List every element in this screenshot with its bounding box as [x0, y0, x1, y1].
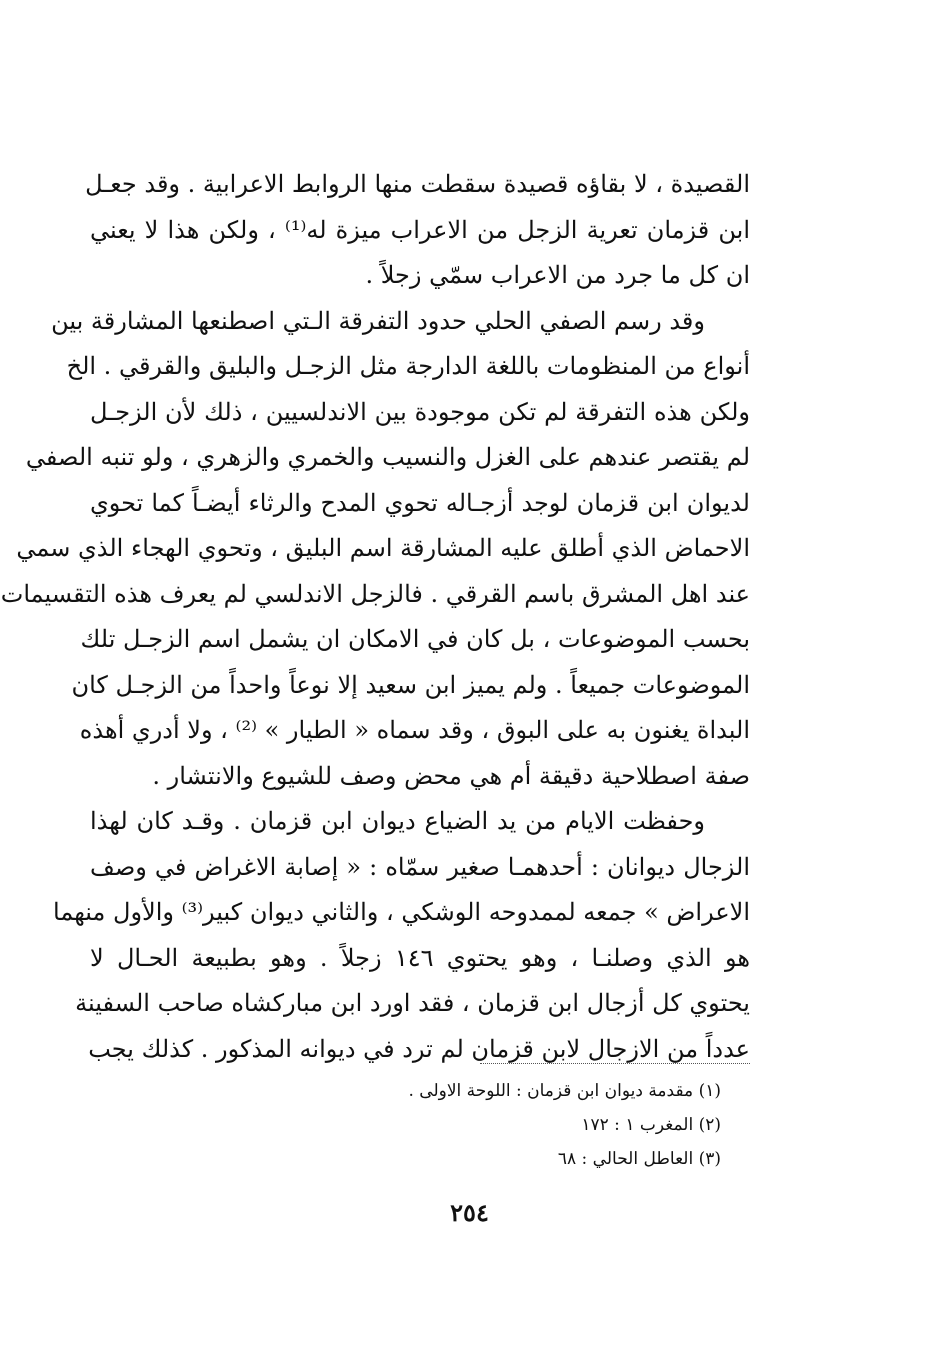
text-line: لديوان ابن قزمان لوجد أزجـاله تحوي المدح والرثاء أيضـاً كما تحوي	[90, 488, 750, 517]
text-line: يحتوي كل أزجال ابن قزمان ، فقد اورد ابن مباركشاه صاحب السفينة	[75, 989, 750, 1017]
body-text	[0, 162, 751, 1072]
text-line: الموضوعات جميعاً . ولم يميز ابن سعيد إلا نوعاً واحداً من الزجـل كان	[71, 670, 750, 699]
text-line: الاحماض الذي أطلق عليه المشارقة اسم البليق ، وتحوي الهجاء الذي سمي	[16, 534, 750, 562]
text-line: صفة اصطلاحية دقيقة أم هي محض وصف للشيوع والانتشار .	[152, 761, 750, 790]
text-line: ابن قزمان تعرية الزجل من الاعراب ميزة له⁽¹⁾ ، ولكن هذا لا يعني	[90, 215, 751, 244]
footnote-2: (٢) المغرب ١ : ١٧٢	[581, 1115, 721, 1135]
text-line: بحسب الموضوعات ، بل كان في الامكان ان يشمل اسم الزجـل تلك	[80, 625, 750, 653]
text-line: لم يقتصر عندهم على الغزل والنسيب والخمري والزهري ، ولو تنبه الصفي	[25, 443, 750, 471]
text-line: ان كل ما جرد من الاعراب سمّي زجلاً .	[365, 261, 750, 289]
footnote-3: (٣) العاطل الحالي : ٦٨	[557, 1149, 721, 1169]
text-line: عدداً من الازجال لابن قزمان لم ترد في ديوانه المذكور . كذلك يجب	[88, 1034, 750, 1063]
text-line: ولكن هذه التفرقة لم تكن موجودة بين الاندلسيين ، ذلك لأن الزجـل	[90, 397, 750, 426]
text-line: الزجال ديوانان : أحدهمـا صغير سمّاه : « إصابة الاغراض في وصف	[90, 852, 750, 881]
text-line: وقد رسم الصفي الحلي حدود التفرقة الـتي اصطنعها المشارقة بين	[51, 306, 705, 335]
footnote-1: (١) مقدمة ديوان ابن قزمان : اللوحة الاولى .	[408, 1081, 721, 1101]
text-line: عند اهل المشرق باسم القرقي . فالزجل الاندلسي لم يعرف هذه التقسيمات	[0, 579, 750, 608]
text-line: أنواع من المنظومات باللغة الدارجة مثل الزجـل والبليق والقرقي . الخ	[66, 352, 750, 380]
text-line: الاعراض » جمعه لممدوحه الوشكي ، والثاني ديوان كبير⁽³⁾ والأول منهما	[53, 898, 750, 926]
footnotes	[408, 1074, 721, 1176]
text-line: القصيدة ، لا بقاؤه قصيدة سقطت منها الروابط الاعرابية . وقد جعـل	[85, 170, 750, 198]
text-line: هو الذي وصلنـا ، وهو يحتوي ١٤٦ زجلاً . وهو بطبيعة الحـال لا	[90, 943, 750, 972]
page-number: ٢٥٤	[450, 1198, 489, 1227]
text-line: البداة يغنون به على البوق ، وقد سماه « الطيار » ⁽²⁾ ، ولا أدري أهذه	[79, 716, 750, 744]
footnote-separator	[480, 1063, 750, 1064]
text-line: وحفظت الايام من يد الضياع ديوان ابن قزمان . وقـد كان لهذا	[90, 807, 705, 835]
